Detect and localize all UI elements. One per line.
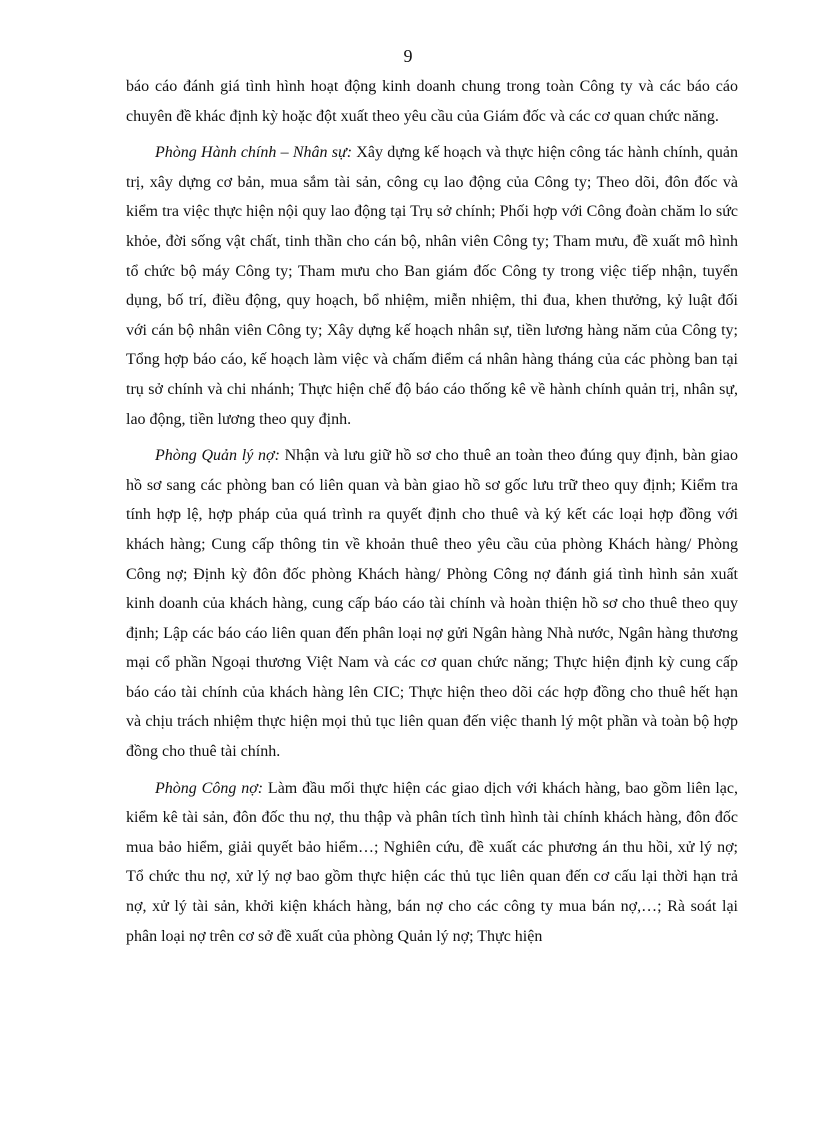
paragraph-text: báo cáo đánh giá tình hình hoạt động kinh doanh chung trong toàn Công ty và các báo cáo chuyên đề khác định kỳ hoặc đột xuất theo yêu cầu của Giám đốc và các cơ quan chức năng. (126, 78, 738, 125)
paragraph-continuation (126, 72, 738, 131)
document-body (126, 72, 738, 958)
page-number: 9 (403, 46, 413, 66)
paragraph-heading: Phòng Hành chính – Nhân sự: (155, 144, 353, 162)
paragraph-receivables (126, 774, 738, 952)
paragraph-text: Xây dựng kế hoạch và thực hiện công tác hành chính, quản trị, xây dựng cơ bản, mua sắm tài sản, công cụ lao động của Công ty; Theo dõi, đôn đốc và kiểm tra việc thực hiện nội quy lao động tại Trụ sở chính; Phối hợp với Công đoàn chăm lo sức khỏe, đời sống vật chất, tinh thần cho cán bộ, nhân viên Công ty; Tham mưu, đề xuất mô hình tổ chức bộ máy Công ty; Tham mưu cho Ban giám đốc Công ty trong việc tiếp nhận, tuyển dụng, bố trí, điều động, quy hoạch, bổ nhiệm, miễn nhiệm, thi đua, khen thưởng, kỷ luật đối với cán bộ nhân viên Công ty; Xây dựng kế hoạch nhân sự, tiền lương hàng năm của Công ty; Tổng hợp báo cáo, kế hoạch làm việc và chấm điểm cá nhân hàng tháng của các phòng ban tại trụ sở chính và chi nhánh; Thực hiện chế độ báo cáo thống kê về hành chính quản trị, nhân sự, lao động, tiền lương theo quy định. (126, 144, 739, 428)
paragraph-debt-management (126, 441, 738, 767)
paragraph-text: Làm đầu mối thực hiện các giao dịch với khách hàng, bao gồm liên lạc, kiểm kê tài sản, đôn đốc thu nợ, thu thập và phân tích tình hình tài chính khách hàng, đôn đốc mua bảo hiểm, giải quyết bảo hiểm…; Nghiên cứu, đề xuất các phương án thu hồi, xử lý nợ; Tổ chức thu nợ, xử lý nợ bao gồm thực hiện các thủ tục liên quan đến cơ cấu lại thời hạn trả nợ, xử lý tài sản, khởi kiện khách hàng, bán nợ cho các công ty mua bán nợ,…; Rà soát lại phân loại nợ trên cơ sở đề xuất của phòng Quản lý nợ; Thực hiện (126, 779, 739, 945)
paragraph-heading: Phòng Quản lý nợ: (155, 447, 280, 465)
paragraph-hr-department (126, 138, 738, 434)
paragraph-heading: Phòng Công nợ: (155, 779, 264, 797)
paragraph-text: Nhận và lưu giữ hồ sơ cho thuê an toàn theo đúng quy định, bàn giao hồ sơ sang các phòng ban có liên quan và bàn giao hồ sơ gốc lưu trữ theo quy định; Kiểm tra tính hợp lệ, hợp pháp của quá trình ra quyết định cho thuê và ký kết các loại hợp đồng với khách hàng; Cung cấp thông tin về khoản thuê theo yêu cầu của phòng Khách hàng/ Phòng Công nợ; Định kỳ đôn đốc phòng Khách hàng/ Phòng Công nợ đánh giá tình hình sản xuất kinh doanh của khách hàng, cung cấp báo cáo tài chính và hoàn thiện hồ sơ cho thuê theo quy định; Lập các báo cáo liên quan đến phân loại nợ gửi Ngân hàng Nhà nước, Ngân hàng thương mại cổ phần Ngoại thương Việt Nam và các cơ quan chức năng; Thực hiện định kỳ cung cấp báo cáo tài chính của khách hàng lên CIC; Thực hiện theo dõi các hợp đồng cho thuê hết hạn và chịu trách nhiệm thực hiện mọi thủ tục liên quan đến việc thanh lý một phần và toàn bộ hợp đồng cho thuê tài chính. (126, 447, 738, 761)
